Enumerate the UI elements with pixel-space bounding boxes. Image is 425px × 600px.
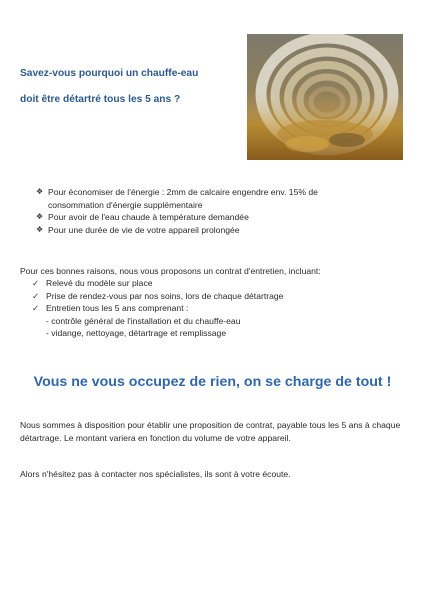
diamond-bullet-icon: ❖ [36,187,44,196]
intro-question-line-1: Savez-vous pourquoi un chauffe-eau [20,68,199,79]
benefit-item [36,224,411,237]
inclusion-item [32,277,402,290]
benefit-item [36,186,411,211]
inclusion-text: Prise de rendez-vous par nos soins, lors de chaque détartrage [46,290,284,301]
check-mark-icon: ✓ [32,278,40,288]
maintenance-subitem: - vidange, nettoyage, détartrage et remplissage [46,328,227,339]
contact-paragraph: Alors n'hésitez pas à contacter nos spécialistes, ils sont à votre écoute. [20,469,291,479]
check-mark-icon: ✓ [32,290,40,301]
inclusion-text: Relevé du modèle sur place [46,278,153,288]
diamond-bullet-icon: ❖ [36,224,44,234]
diamond-bullet-icon: ❖ [36,212,44,222]
contract-paragraph: Nous sommes à disposition pour établir une proposition de contrat, payable tous les 5 ans à chaque détartrage. Le montant variera en fonction du volume de votre appareil. [20,420,401,444]
benefits-list [36,186,411,236]
benefit-text: Pour économiser de l'énergie : 2mm de calcaire engendre env. 15% de [48,187,318,197]
benefit-text: Pour une durée de vie de votre appareil prolongée [48,224,240,235]
inclusion-text: Entretien tous les 5 ans comprenant : [46,303,189,314]
inclusion-item [32,290,402,303]
inclusion-item [32,302,402,340]
benefit-text: Pour avoir de l'eau chaude à température demandée [48,212,249,223]
check-mark-icon: ✓ [32,303,40,314]
benefit-item [36,211,411,224]
headline: Vous ne vous occupez de rien, on se charge de tout ! [33,374,392,390]
scaled-heating-coil-photo [247,34,403,160]
offer-intro: Pour ces bonnes raisons, nous vous proposons un contrat d'entretien, incluant: [20,266,321,276]
offer-inclusions-list [32,277,402,340]
maintenance-subitem: - contrôle général de l'installation et du chauffe-eau [46,315,241,326]
benefit-text-continued: consommation d'énergie supplémentaire [48,199,203,210]
intro-question-line-2: doit être détartré tous les 5 ans ? [20,94,181,105]
